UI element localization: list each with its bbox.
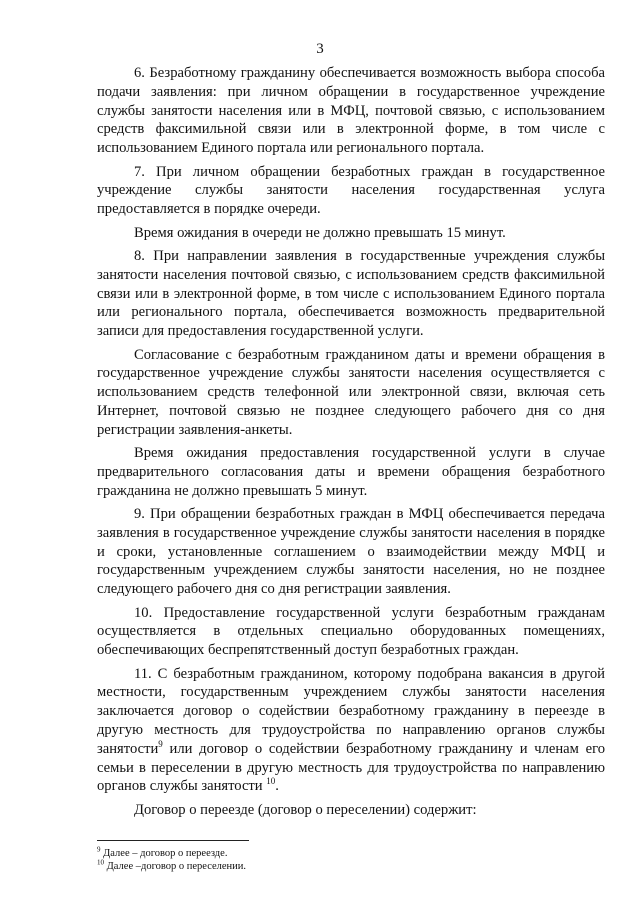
paragraph-7: 7. При личном обращении безработных граждан в государственное учреждение службы занятости населения государственная услуга предоставляется в порядке очереди. [97, 163, 605, 218]
footnote-text: Далее –договор о переселении. [104, 860, 247, 872]
footnote-ref-10: 10 [266, 776, 276, 787]
paragraph-11-part1: 11. С безработным гражданином, которому подобрана вакансия в другой местности, государственным учреждением службы занятости населения заключается договор о содействии безработному гражданину в переезде в другую местность для трудоустройства по направлению органов службы занятости [97, 665, 605, 757]
paragraph-11-part3: . [275, 778, 279, 795]
paragraph-10: 10. Предоставление государственной услуги безработным гражданам осуществляется в отдельных специально оборудованных помещениях, обеспечивающих беспрепятственный доступ безработных граждан. [97, 604, 605, 659]
paragraph-11 [97, 665, 605, 797]
paragraph-11-part2: или договор о содействии безработному гражданину и членам его семьи в переселении в другую местность для трудоустройства по направлению органов службы занятости [97, 740, 605, 795]
page-number: 3 [316, 41, 324, 57]
paragraph-7-waiting-time: Время ожидания в очереди не должно превышать 15 минут. [134, 224, 506, 241]
footnotes [97, 845, 605, 873]
footnote-text: Далее – договор о переезде. [100, 848, 228, 859]
paragraph-contract-contents: Договор о переезде (договор о переселении) содержит: [134, 801, 477, 818]
paragraph-9: 9. При обращении безработных граждан в МФЦ обеспечивается передача заявления в государственное учреждение службы занятости населения в порядке и сроки, установленные соглашением о взаимодействии между МФЦ и государственным учреждением службы занятости населения, но не позднее следующего рабочего дня со дня регистрации заявления. [97, 506, 605, 598]
paragraph-8: 8. При направлении заявления в государственные учреждения службы занятости населения почтовой связью, с использованием средств факсимильной связи или в электронной форме, в том числе с использованием Единого портала или регионального портала, обеспечивается возможность предварительной записи для предоставления государственной услуги. [97, 247, 605, 340]
paragraph-8-agreement: Согласование с безработным гражданином даты и времени обращения в государственное учреждение службы занятости населения осуществляется с использованием средств телефонной или электронной связи, включая сеть Интернет, почтовой связью не позднее следующего рабочего дня со дня регистрации заявления-анкеты. [97, 346, 605, 438]
footnote-mark: 10 [97, 858, 104, 866]
footnote-ref-9: 9 [158, 738, 163, 749]
footnote-separator [97, 840, 249, 841]
document-body [97, 64, 605, 824]
footnote-9 [97, 845, 605, 861]
paragraph-8-waiting-time: Время ожидания предоставления государственной услуги в случае предварительного согласования даты и времени обращения безработного гражданина не должно превышать 5 минут. [97, 445, 605, 499]
footnote-mark: 9 [97, 845, 101, 854]
footnote-10 [97, 858, 605, 874]
paragraph-6: 6. Безработному гражданину обеспечивается возможность выбора способа подачи заявления: при личном обращении в государственное учреждение службы занятости населения или в МФЦ, почтовой связью, с использованием средств факсимильной связи или в электронной форме, в том числе с использованием Единого портала или регионального портала. [97, 65, 605, 157]
